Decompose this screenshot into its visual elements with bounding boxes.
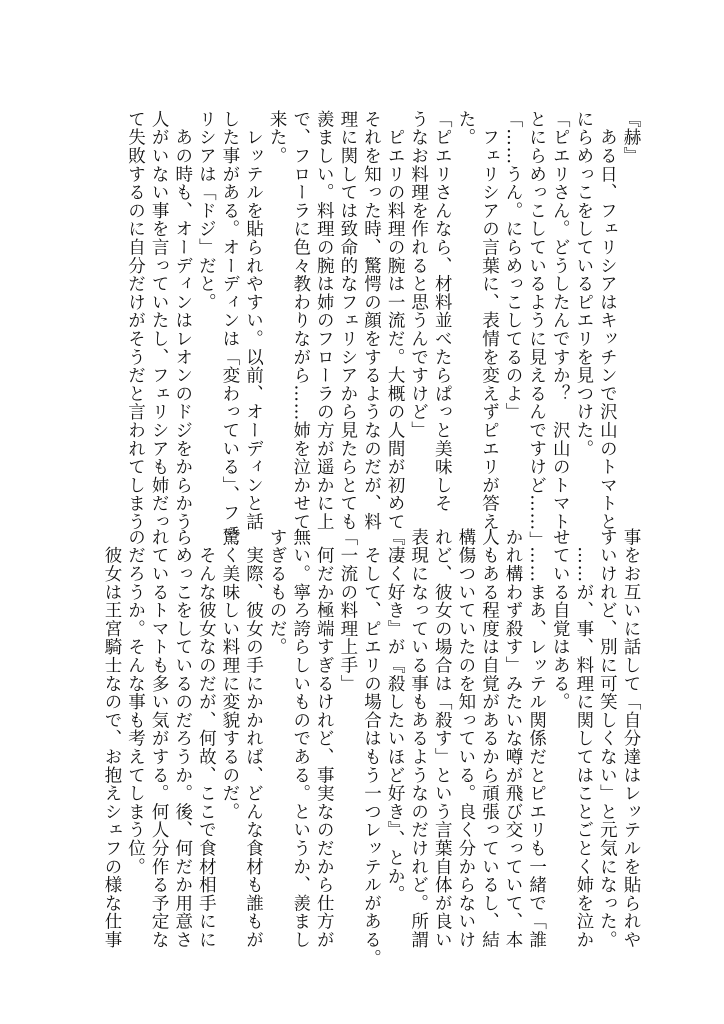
text-line: ……が、事、料理に関してはことごとく姉を泣か xyxy=(573,528,594,949)
text-line: 『凄く好き』が『殺したいほど好き』、とか。 xyxy=(385,528,406,904)
text-line: 驚く美味しい料理に変貌するのだ。 xyxy=(219,528,240,821)
text-line: とにらめっこしているように見えるんですけど……」 xyxy=(526,110,547,550)
text-line: 何だか極端すぎるけれど、事実なのだから仕方が xyxy=(314,528,335,949)
text-line: 人がいない事を言っていたし、フェリシアも姉だっ xyxy=(149,110,170,531)
text-line: ある日、フェリシアはキッチンで沢山のトマトと xyxy=(597,110,618,531)
chapter-title: 『赫』 xyxy=(621,110,641,165)
text-line: らめっこをしているのだろうか。後、何だか用意さ xyxy=(172,528,193,949)
text-line: 人もある程度は自覚があるから頑張っているし、結 xyxy=(479,528,500,949)
text-line: れど、彼女の場合は「殺す」という言葉自体が良い xyxy=(432,528,453,949)
text-line: で、フローラに色々教わりながら……姉を泣かせて xyxy=(290,110,311,531)
text-line: した事がある。オーディンは「変わっている」、フェ xyxy=(219,110,240,541)
text-line: あの時も、オーディンはレオンのドジをからかう xyxy=(172,110,193,531)
text-line: 「ピエリさんなら、材料並べたらぱっと美味しそ xyxy=(432,110,453,513)
text-line: 無い。寧ろ誇らしいものである。というか、羨まし xyxy=(290,528,311,949)
text-line: にらめっこをしているピエリを見つけた。 xyxy=(573,110,594,458)
text-line: て失敗するのに自分だけがそうだと言われてしまう xyxy=(125,110,146,531)
text-line: 「一流の料理上手」 xyxy=(337,528,358,693)
text-line: フェリシアの言葉に、表情を変えずピエリが答え xyxy=(479,110,500,531)
text-line: そんな彼女なのだが、何故、ここで食材相手にに xyxy=(196,528,217,949)
text-line: 事をお互いに話して「自分達はレッテルを貼られや xyxy=(621,528,641,949)
text-line: 理に関しては致命的なフェリシアから見たらとても xyxy=(337,110,358,531)
text-line: 構傷ついていたのを知っている。良く分からないけ xyxy=(455,528,476,949)
text-line: うなお料理を作れると思うんですけど」 xyxy=(408,110,429,440)
text-line: 羨ましい。料理の腕は姉のフローラの方が遥かに上 xyxy=(314,110,335,531)
text-line: れているトマトも多い気がする。何人分作る予定な xyxy=(149,528,170,949)
text-line: 「……うん。にらめっこしてるのよ」 xyxy=(503,110,524,422)
bottom-text-block xyxy=(101,528,642,968)
text-line: かれ構わず殺す」みたいな噂が飛び交っていて、本 xyxy=(503,528,524,949)
text-line: それを知った時、驚愕の顔をするようなのだが、料 xyxy=(361,110,382,531)
text-line: のだろうか。そんな事も考えてしまう位。 xyxy=(125,528,146,876)
text-line: レッテルを貼られやすい。以前、オーディンと話 xyxy=(243,110,264,531)
text-line: 「ピエリさん。どうしたんですか？ 沢山のトマト xyxy=(550,110,571,531)
text-line: そして、ピエリの場合はもう一つレッテルがある。 xyxy=(361,528,382,968)
text-line: すいけれど、別に可笑しくない」と元気になった。 xyxy=(597,528,618,949)
text-line: ……まあ、レッテル関係だとピエリも一緒で「誰 xyxy=(526,528,547,949)
text-line: ピエリの料理の腕は一流だ。大概の人間が初めて xyxy=(385,110,406,531)
text-line: リシアは「ドジ」だと。 xyxy=(196,110,217,312)
top-text-block xyxy=(122,110,642,550)
text-line: 来た。 xyxy=(267,110,288,165)
text-line: 彼女は王宮騎士なので、お抱えシェフの様な仕事 xyxy=(101,528,122,949)
text-line: すぎるものだ。 xyxy=(267,528,288,657)
text-line: た。 xyxy=(455,110,476,147)
text-line: 実際、彼女の手にかかれば、どんな食材も誰もが xyxy=(243,528,264,949)
text-line: 表現になっている事もあるようなのだけれど。所謂 xyxy=(408,528,429,949)
text-line: せている自覚はある。 xyxy=(550,528,571,711)
